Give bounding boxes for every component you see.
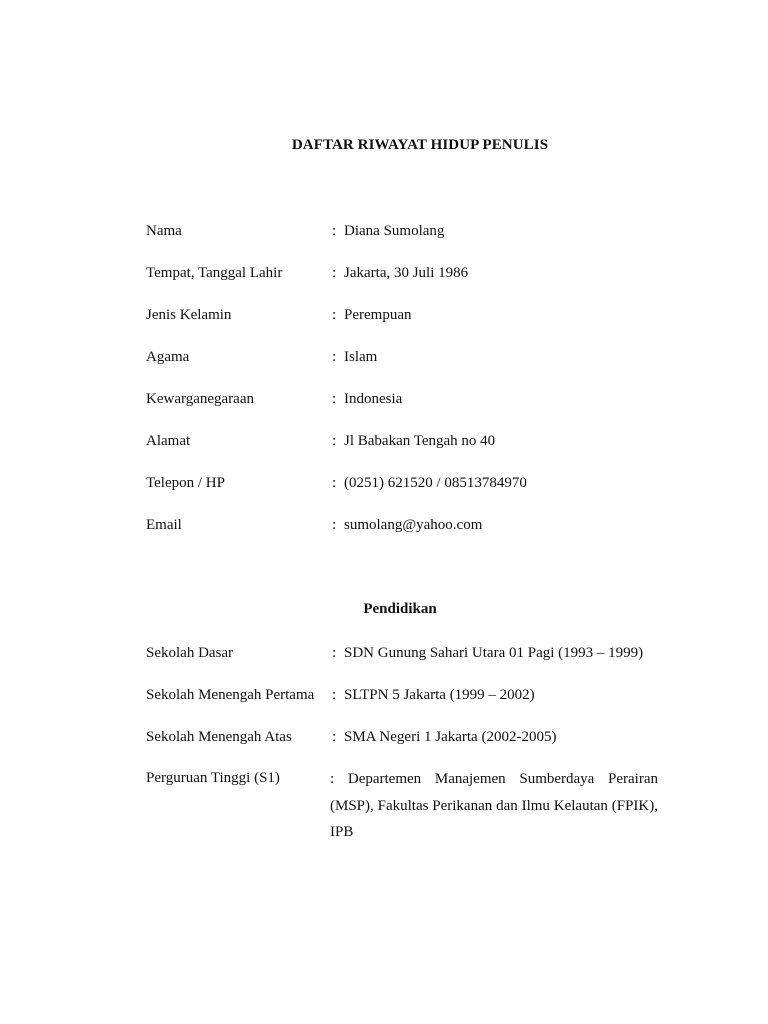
field-label: Nama: [146, 223, 182, 239]
field-value: SLTPN 5 Jakarta (1999 – 2002): [344, 687, 535, 703]
field-value: sumolang@yahoo.com: [344, 517, 483, 533]
education-heading: Pendidikan: [363, 601, 437, 617]
field-label: Jenis Kelamin: [146, 307, 232, 323]
field-separator: :: [332, 729, 337, 745]
info-row-email: [146, 515, 658, 535]
field-separator: :: [332, 433, 337, 449]
field-value: Islam: [344, 349, 378, 365]
info-row-address: [146, 431, 658, 451]
info-row-religion: [146, 347, 658, 367]
field-label: Tempat, Tanggal Lahir: [146, 265, 283, 281]
education-row-elementary: [146, 643, 658, 663]
field-value: Jakarta, 30 Juli 1986: [344, 265, 469, 281]
field-separator: :: [332, 307, 337, 323]
info-row-gender: [146, 305, 658, 325]
field-separator: :: [332, 517, 337, 533]
document-title: DAFTAR RIWAYAT HIDUP PENULIS: [291, 137, 549, 153]
field-label: Perguruan Tinggi (S1): [146, 770, 280, 786]
field-value: Indonesia: [344, 391, 403, 407]
field-separator: :: [332, 349, 337, 365]
field-label: Alamat: [146, 433, 191, 449]
field-label: Email: [146, 517, 182, 533]
field-separator: :: [332, 645, 337, 661]
field-value: SDN Gunung Sahari Utara 01 Pagi (1993 – 1999): [344, 645, 644, 661]
field-label: Sekolah Dasar: [146, 645, 234, 661]
info-row-nama: [146, 221, 658, 241]
field-separator: :: [332, 265, 337, 281]
field-separator: :: [332, 475, 337, 491]
field-separator: :: [332, 223, 337, 239]
field-label: Agama: [146, 349, 190, 365]
field-separator: :: [332, 391, 337, 407]
info-row-citizenship: [146, 389, 658, 409]
field-label: Kewarganegaraan: [146, 391, 254, 407]
education-row-senior-high: [146, 727, 658, 747]
field-value: Perempuan: [344, 307, 412, 323]
info-row-phone: [146, 473, 658, 493]
education-row-junior-high: [146, 685, 658, 705]
field-value: (0251) 621520 / 08513784970: [344, 475, 527, 491]
field-value: : Departemen Manajemen Sumberdaya Perairan (MSP), Fakultas Perikanan dan Ilmu Kelautan (FPIK), IPB: [330, 771, 658, 840]
field-value: SMA Negeri 1 Jakarta (2002-2005): [344, 729, 557, 745]
field-value: Jl Babakan Tengah no 40: [344, 433, 496, 449]
field-label: Telepon / HP: [146, 475, 225, 491]
info-row-birth: [146, 263, 658, 283]
field-value: Diana Sumolang: [344, 223, 445, 239]
field-separator: :: [332, 687, 337, 703]
field-label: Sekolah Menengah Pertama: [146, 687, 315, 703]
field-label: Sekolah Menengah Atas: [146, 729, 292, 745]
